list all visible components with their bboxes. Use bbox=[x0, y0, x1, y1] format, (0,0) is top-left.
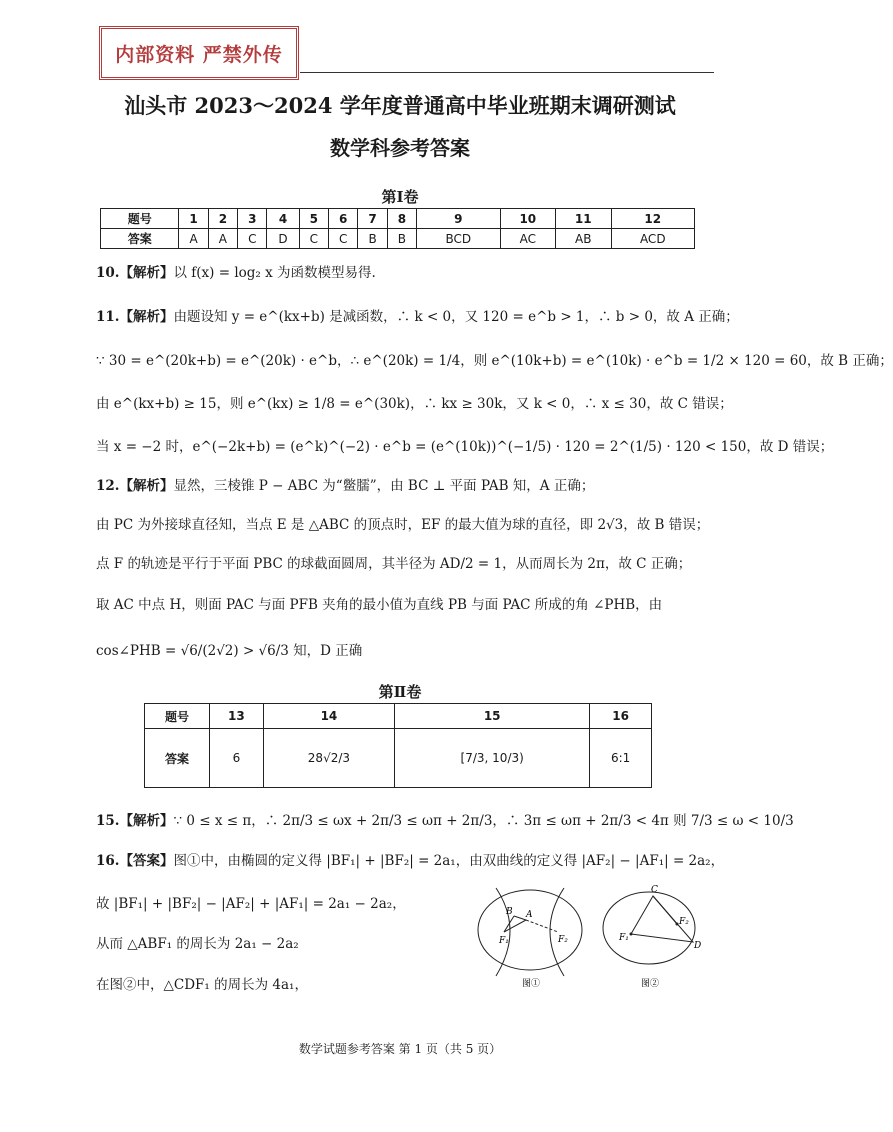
figure1-caption: 图① bbox=[522, 979, 541, 989]
answer-cell: B bbox=[387, 229, 416, 249]
solution-text: ∵ 0 ≤ x ≤ π，∴ 2π/3 ≤ ωx + 2π/3 ≤ ωπ + 2π/3，∴ 3π ≤ ωπ + 2π/3 < 4π 则 7/3 ≤ ω < 10/3 bbox=[173, 813, 794, 829]
answer-cell: 28√2/3 bbox=[263, 729, 394, 788]
segment-AF2 bbox=[526, 920, 558, 932]
solution-q11-line3: 由 e^(kx+b) ≥ 15，则 e^(kx) ≥ 1/8 = e^(30k)，∴ kx ≥ 30k，又 k < 0，∴ x ≤ 30，故 C 错误； bbox=[96, 396, 733, 412]
solution-q11-line4: 当 x = −2 时，e^(−2k+b) = (e^k)^(−2) · e^b = (e^(10k))^(−1/5) · 120 = 2^(1/5) · 120 < 150，故 D 错误； bbox=[96, 439, 834, 455]
answer-cell: BCD bbox=[417, 229, 500, 249]
table-row bbox=[145, 729, 652, 788]
row-answer-label: 答案 bbox=[101, 229, 179, 249]
document-title: 汕头市 2023～2024 学年度普通高中毕业班期末调研测试 bbox=[124, 93, 676, 118]
solution-tag: 10.【解析】 bbox=[96, 265, 174, 281]
question-number: 3 bbox=[238, 209, 267, 229]
answer-cell: AB bbox=[556, 229, 611, 249]
solution-q12-line1 bbox=[96, 475, 706, 497]
figure-ellipse-triangle bbox=[597, 880, 707, 988]
question-number: 1 bbox=[179, 209, 208, 229]
solution-tag: 12.【解析】 bbox=[96, 478, 174, 494]
figure-ellipse-hyperbola bbox=[466, 880, 596, 988]
solution-text: 以 f(x) = log₂ x 为函数模型易得. bbox=[173, 265, 376, 281]
table-row bbox=[145, 704, 652, 729]
part2-answer-table bbox=[144, 703, 652, 788]
question-number: 15 bbox=[395, 704, 590, 729]
answer-cell: D bbox=[267, 229, 299, 249]
question-number: 4 bbox=[267, 209, 299, 229]
solution-q11-line1 bbox=[96, 306, 739, 328]
ellipse-curve bbox=[478, 890, 582, 970]
question-number: 5 bbox=[299, 209, 328, 229]
solution-text: 由题设知 y = e^(kx+b) 是减函数，∴ k < 0，又 120 = e^b > 1，∴ b > 0，故 A 正确； bbox=[173, 309, 739, 325]
hyperbola-right-branch bbox=[550, 888, 564, 976]
answer-cell: 6 bbox=[210, 729, 264, 788]
question-number: 14 bbox=[263, 704, 394, 729]
answer-cell: A bbox=[208, 229, 237, 249]
question-number: 8 bbox=[387, 209, 416, 229]
table-row bbox=[101, 229, 695, 249]
solution-q12-line5: cos∠PHB = √6/(2√2) > √6/3 知，D 正确 bbox=[96, 643, 363, 659]
solution-text: 图①中，由椭圆的定义得 |BF₁| + |BF₂| = 2a₁，由双曲线的定义得 |AF₂| − |AF₁| = 2a₂， bbox=[173, 853, 725, 869]
point-F1 bbox=[630, 933, 633, 936]
question-number: 2 bbox=[208, 209, 237, 229]
part1-heading: 第Ⅰ卷 bbox=[381, 188, 419, 206]
confidential-stamp: 内部资料 严禁外传 bbox=[99, 26, 299, 80]
label-D: D bbox=[694, 941, 702, 951]
solution-q16-line2: 故 |BF₁| + |BF₂| − |AF₂| + |AF₁| = 2a₁ − 2a₂， bbox=[96, 896, 406, 912]
answer-cell: C bbox=[299, 229, 328, 249]
solution-tag: 16.【答案】 bbox=[96, 853, 174, 869]
label-F2: F₂ bbox=[558, 935, 568, 945]
question-number: 12 bbox=[611, 209, 695, 229]
question-number: 9 bbox=[417, 209, 500, 229]
question-number: 6 bbox=[329, 209, 358, 229]
row-answer-label: 答案 bbox=[145, 729, 210, 788]
solution-q11-line2: ∵ 30 = e^(20k+b) = e^(20k) · e^b，∴ e^(20k) = 1/4，则 e^(10k+b) = e^(10k) · e^b = 1/2 × 120 = 60，故 B 正确； bbox=[96, 353, 893, 369]
question-number: 11 bbox=[556, 209, 611, 229]
solution-q16-line1 bbox=[96, 850, 725, 872]
row-header-label: 题号 bbox=[145, 704, 210, 729]
page-footer: 数学试题参考答案 第 1 页（共 5 页） bbox=[298, 1042, 502, 1056]
answer-cell: C bbox=[238, 229, 267, 249]
answer-cell: ACD bbox=[611, 229, 695, 249]
answer-cell: B bbox=[358, 229, 387, 249]
table-row bbox=[101, 209, 695, 229]
answer-cell: C bbox=[329, 229, 358, 249]
header-rule bbox=[300, 72, 714, 73]
question-number: 10 bbox=[500, 209, 555, 229]
row-header-label: 题号 bbox=[101, 209, 179, 229]
solution-text: 显然，三棱锥 P − ABC 为“鳖臑”，由 BC ⊥ 平面 PAB 知，A 正确； bbox=[173, 478, 595, 494]
label-F1: F₁ bbox=[499, 936, 509, 946]
solution-q15 bbox=[96, 810, 794, 832]
solution-q12-line3: 点 F 的轨迹是平行于平面 PBC 的球截面圆周，其半径为 AD/2 = 1，从而周长为 2π，故 C 正确； bbox=[96, 556, 692, 572]
solution-q10 bbox=[96, 262, 706, 284]
hyperbola-left-branch bbox=[496, 888, 510, 976]
answer-cell: 6:1 bbox=[590, 729, 652, 788]
label-A: A bbox=[526, 910, 533, 920]
solution-q12-line2: 由 PC 为外接球直径知，当点 E 是 △ABC 的顶点时，EF 的最大值为球的直径，即 2√3，故 B 错误； bbox=[96, 517, 710, 533]
solution-q16-line3: 从而 △ABF₁ 的周长为 2a₁ − 2a₂ bbox=[96, 936, 299, 952]
solution-q16-line4: 在图②中，△CDF₁ 的周长为 4a₁， bbox=[96, 977, 308, 993]
question-number: 16 bbox=[590, 704, 652, 729]
label-C: C bbox=[651, 885, 658, 895]
figure2-caption: 图② bbox=[641, 979, 660, 989]
label-F2: F₂ bbox=[679, 917, 689, 927]
label-F1: F₁ bbox=[619, 933, 629, 943]
question-number: 7 bbox=[358, 209, 387, 229]
question-number: 13 bbox=[210, 704, 264, 729]
solution-q12-line4: 取 AC 中点 H，则面 PAC 与面 PFB 夹角的最小值为直线 PB 与面 PAC 所成的角 ∠PHB，由 bbox=[96, 597, 663, 613]
document-subtitle: 数学科参考答案 bbox=[330, 136, 470, 160]
part2-heading: 第Ⅱ卷 bbox=[378, 683, 422, 701]
segment-CF2 bbox=[653, 896, 677, 924]
solution-tag: 15.【解析】 bbox=[96, 813, 174, 829]
answer-cell: [7/3, 10/3) bbox=[395, 729, 590, 788]
segment-BA bbox=[514, 916, 526, 920]
label-B: B bbox=[506, 907, 513, 917]
answer-cell: A bbox=[179, 229, 208, 249]
answer-cell: AC bbox=[500, 229, 555, 249]
part1-answer-table bbox=[100, 208, 695, 249]
solution-tag: 11.【解析】 bbox=[96, 309, 174, 325]
